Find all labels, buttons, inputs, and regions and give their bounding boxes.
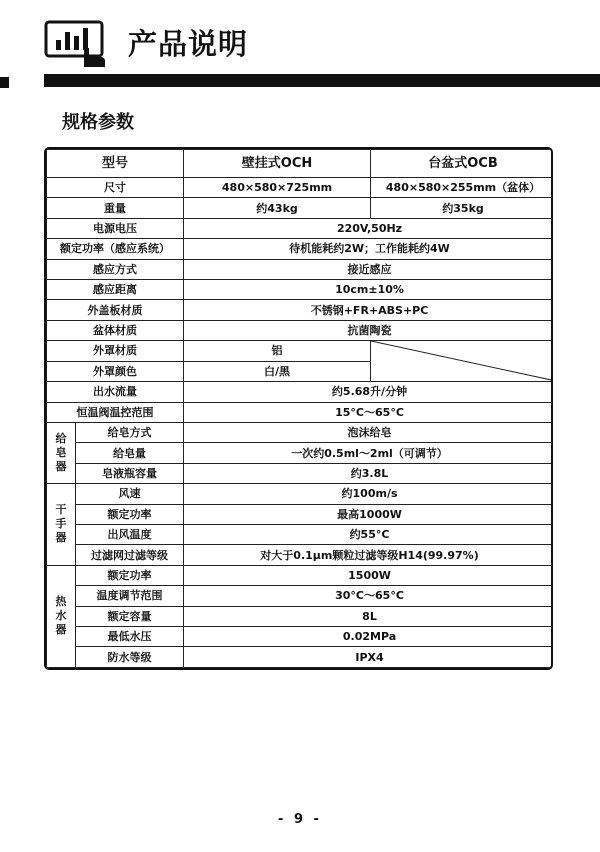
cell-och: 白/黑 xyxy=(184,361,371,381)
cell-value: IPX4 xyxy=(184,647,553,668)
cell-value: 10cm±10% xyxy=(184,280,553,300)
table-row xyxy=(47,320,554,340)
table-row xyxy=(47,280,554,300)
cell-ocb: 480×580×255mm（盆体） xyxy=(371,178,553,198)
cell-value: 约100m/s xyxy=(184,484,553,504)
cell-value: 接近感应 xyxy=(184,259,553,279)
cell-value: 30°C～65°C xyxy=(184,586,553,606)
row-label: 盆体材质 xyxy=(47,320,184,340)
row-label: 电源电压 xyxy=(47,218,184,238)
table-row xyxy=(47,218,554,238)
table-row xyxy=(47,443,554,463)
table-row xyxy=(47,504,554,524)
row-label: 风速 xyxy=(76,484,184,504)
table-row xyxy=(47,647,554,668)
group-hand-dryer: 干手器 xyxy=(47,484,76,566)
table-row xyxy=(47,341,554,361)
diagonal-slash xyxy=(371,341,553,381)
row-label: 恒温阀温控范围 xyxy=(47,402,184,422)
table-row xyxy=(47,484,554,504)
cell-value: 对大于0.1μm颗粒过滤等级H14(99.97%) xyxy=(184,545,553,565)
page-title: 产品说明 xyxy=(128,27,249,61)
cell-value: 约3.8L xyxy=(184,463,553,483)
group-soap-dispenser: 给皂器 xyxy=(47,422,76,483)
table-row xyxy=(47,606,554,626)
row-label: 外盖板材质 xyxy=(47,300,184,320)
table-row xyxy=(47,382,554,402)
row-label: 外罩材质 xyxy=(47,341,184,361)
row-label: 给皂量 xyxy=(76,443,184,463)
row-label: 感应距离 xyxy=(47,280,184,300)
table-row xyxy=(47,198,554,218)
cell-value: 一次约0.5ml～2ml（可调节） xyxy=(184,443,553,463)
cell-value: 1500W xyxy=(184,565,553,585)
row-label: 给皂方式 xyxy=(76,422,184,442)
not-applicable-cell xyxy=(371,341,553,382)
cell-value: 约55°C xyxy=(184,524,553,544)
row-label: 出水流量 xyxy=(47,382,184,402)
spec-table xyxy=(44,147,553,670)
table-row xyxy=(47,586,554,606)
cell-ocb: 约35kg xyxy=(371,198,553,218)
cell-value: 待机能耗约2W；工作能耗约4W xyxy=(184,239,553,259)
table-header-row xyxy=(47,150,554,178)
cell-value: 约5.68升/分钟 xyxy=(184,382,553,402)
row-label: 感应方式 xyxy=(47,259,184,279)
row-label: 重量 xyxy=(47,198,184,218)
row-label: 外罩颜色 xyxy=(47,361,184,381)
cell-och: 铝 xyxy=(184,341,371,361)
table-row xyxy=(47,422,554,442)
cell-value: 220V,50Hz xyxy=(184,218,553,238)
left-tab-marker xyxy=(0,77,9,88)
row-label: 温度调节范围 xyxy=(76,586,184,606)
table-row xyxy=(47,626,554,646)
header-ocb: 台盆式OCB xyxy=(371,150,553,178)
table-row xyxy=(47,402,554,422)
cell-value: 最高1000W xyxy=(184,504,553,524)
row-label: 皂液瓶容量 xyxy=(76,463,184,483)
cell-value: 15°C～65°C xyxy=(184,402,553,422)
header-och: 壁挂式OCH xyxy=(184,150,371,178)
header-model: 型号 xyxy=(47,150,184,178)
row-label: 出风温度 xyxy=(76,524,184,544)
cell-value: 抗菌陶瓷 xyxy=(184,320,553,340)
cell-value: 0.02MPa xyxy=(184,626,553,646)
chart-hand-icon xyxy=(44,18,108,68)
row-label: 额定容量 xyxy=(76,606,184,626)
row-label: 最低水压 xyxy=(76,626,184,646)
table-row xyxy=(47,463,554,483)
header-rule xyxy=(44,74,600,87)
group-water-heater: 热水器 xyxy=(47,565,76,667)
table-row xyxy=(47,565,554,585)
table-row xyxy=(47,545,554,565)
row-label: 额定功率（感应系统） xyxy=(47,239,184,259)
cell-och: 约43kg xyxy=(184,198,371,218)
cell-value: 泡沫给皂 xyxy=(184,422,553,442)
table-row xyxy=(47,178,554,198)
page-number: - 9 - xyxy=(278,812,322,827)
table-row xyxy=(47,259,554,279)
table-row xyxy=(47,300,554,320)
table-row xyxy=(47,239,554,259)
row-label: 额定功率 xyxy=(76,565,184,585)
cell-value: 8L xyxy=(184,606,553,626)
row-label: 过滤网过滤等级 xyxy=(76,545,184,565)
row-label: 防水等级 xyxy=(76,647,184,668)
row-label: 尺寸 xyxy=(47,178,184,198)
row-label: 额定功率 xyxy=(76,504,184,524)
table-row xyxy=(47,524,554,544)
cell-och: 480×580×725mm xyxy=(184,178,371,198)
section-title: 规格参数 xyxy=(62,112,134,133)
cell-value: 不锈钢+FR+ABS+PC xyxy=(184,300,553,320)
